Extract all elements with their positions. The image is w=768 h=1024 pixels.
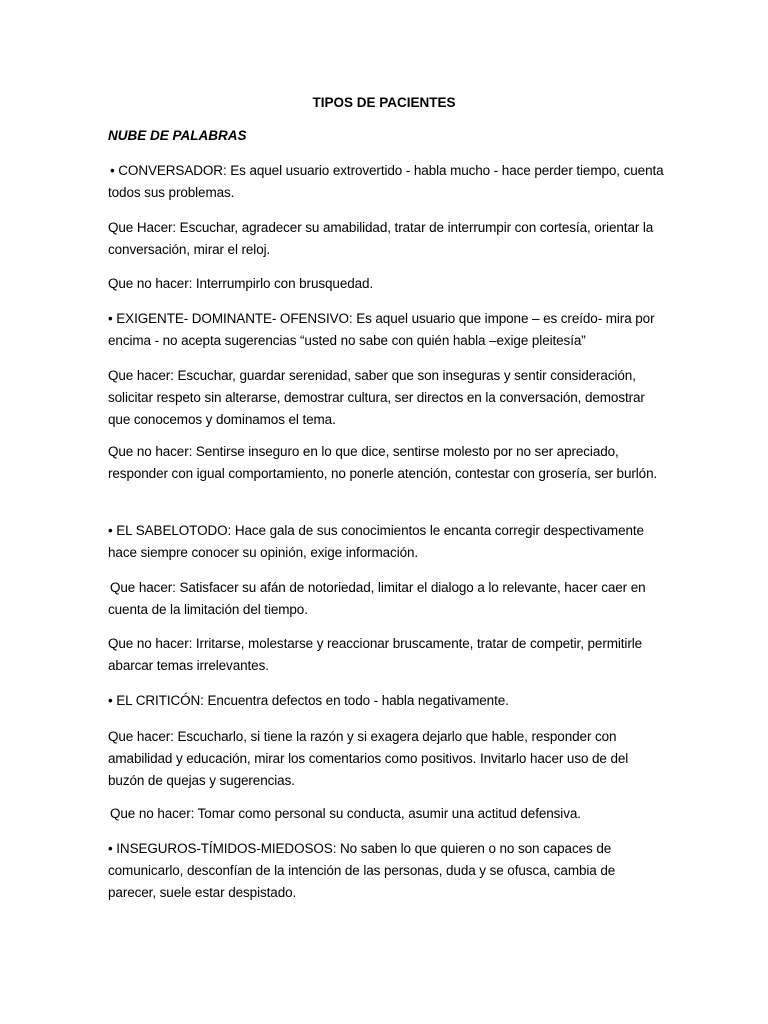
paragraph-sabelotodo-que-hacer: Que hacer: Satisfacer su afán de notoriedad, limitar el dialogo a lo relevante, hacer caer en cuenta de la limitación del tiempo. (108, 580, 646, 617)
paragraph-exigente: • EXIGENTE- DOMINANTE- OFENSIVO: Es aquel usuario que impone – es creído- mira por encima - no acepta sugerencias “usted no sabe con quién habla –exige pleitesía” (108, 311, 655, 348)
paragraph-sabelotodo-que-no-hacer: Que no hacer: Irritarse, molestarse y reaccionar bruscamente, tratar de competir, permitirle abarcar temas irrelevantes. (108, 636, 643, 673)
paragraph-inseguros: • INSEGUROS-TÍMIDOS-MIEDOSOS: No saben lo que quieren o no son capaces de comunicarlo, desconfían de la intención de las personas, duda y se ofusca, cambia de parecer, suele estar despistado. (108, 841, 616, 900)
paragraph-criticon: • EL CRITICÓN: Encuentra defectos en todo - habla negativamente. (108, 693, 509, 708)
paragraph-conversador: • CONVERSADOR: Es aquel usuario extrovertido - habla mucho - hace perder tiempo, cuenta todos sus problemas. (108, 163, 664, 200)
paragraph-exigente-que-hacer: Que hacer: Escuchar, guardar serenidad, saber que son inseguras y sentir consideración, solicitar respeto sin alterarse, demostrar cultura, ser directos en la conversación, demostrar que conocemos y dominamos el tema. (108, 368, 645, 427)
paragraph-conversador-que-hacer: Que Hacer: Escuchar, agradecer su amabilidad, tratar de interrumpir con cortesía, orientar la conversación, mirar el reloj. (108, 220, 654, 257)
paragraph-sabelotodo: • EL SABELOTODO: Hace gala de sus conocimientos le encanta corregir despectivamente hace siempre conocer su opinión, exige información. (108, 523, 644, 560)
document-subtitle: NUBE DE PALABRAS (108, 128, 247, 143)
paragraph-criticon-que-hacer: Que hacer: Escucharlo, si tiene la razón y si exagera dejarlo que hable, responder con amabilidad y educación, mirar los comentarios como positivos. Invitarlo hacer uso de del buzón de quejas y sugerencias. (108, 729, 629, 788)
paragraph-conversador-que-no-hacer: Que no hacer: Interrumpirlo con brusquedad. (108, 276, 374, 291)
document-page (108, 0, 668, 1024)
document-title: TIPOS DE PACIENTES (312, 95, 456, 110)
paragraph-criticon-que-no-hacer: Que no hacer: Tomar como personal su conducta, asumir una actitud defensiva. (110, 806, 581, 821)
paragraph-exigente-que-no-hacer: Que no hacer: Sentirse inseguro en lo que dice, sentirse molesto por no ser apreciado, responder con igual comportamiento, no ponerle atención, contestar con grosería, ser burlón. (108, 444, 658, 481)
